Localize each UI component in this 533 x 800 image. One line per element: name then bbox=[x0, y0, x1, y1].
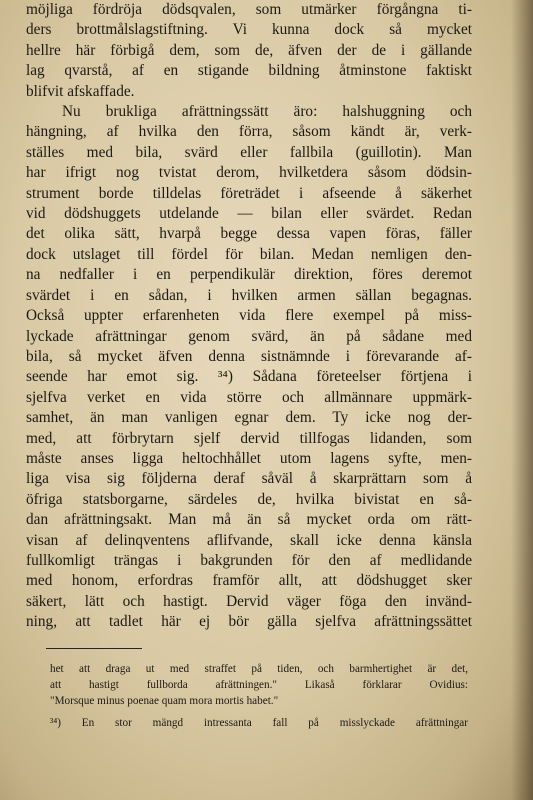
body-line: måste anses ligga heltochhållet utom lagens syfte, men- bbox=[26, 449, 472, 467]
footnote-34: ³⁴) En stor mängd intressanta fall på misslyckade afrättningar bbox=[50, 717, 468, 729]
body-line: dock utslaget till fördel för bilan. Medan nemligen den- bbox=[26, 245, 472, 263]
body-line: med, att förbrytarn sjelf dervid tillfogas lidanden, som bbox=[26, 429, 472, 447]
body-line: säkert, lätt och hastigt. Dervid väger föga den invänd- bbox=[26, 592, 472, 610]
body-line: svärdet i en sådan, i hvilken armen sällan begagnas. bbox=[26, 286, 472, 304]
body-line: ders brottmålslagstiftning. Vi kunna dock så mycket bbox=[26, 21, 472, 39]
body-text bbox=[26, 0, 472, 633]
body-line: ning, att tadlet här ej bör gälla sjelfva afrättningssättet bbox=[26, 613, 472, 631]
body-line: strument borde tilldelas företrädet i afseende å säkerhet bbox=[26, 184, 472, 202]
footnote-line: het att draga ut med straffet på tiden, och barmhertighet är det, bbox=[50, 663, 468, 675]
body-line: öfriga statsborgarne, särdeles de, hvilka bivistat en så- bbox=[26, 490, 472, 508]
body-line: sjelfva verket en vida större och allmännare uppmärk- bbox=[26, 388, 472, 406]
body-line: seende har emot sig. ³⁴) Sådana företeelser förtjena i bbox=[26, 368, 472, 386]
body-line: Nu brukliga afrättningssätt äro: halshuggning och bbox=[62, 103, 472, 121]
body-line: blifvit afskaffade. bbox=[26, 82, 135, 100]
body-line: Också uppter erfarenheten vida flere exempel på miss- bbox=[26, 307, 472, 325]
body-line: fullkomligt trängas i bakgrunden för den af medlidande bbox=[26, 551, 472, 569]
footnote-line: att hastigt fullborda afrättningen." Likaså förklarar Ovidius: bbox=[50, 679, 468, 691]
body-line: lyckade afrättningar genom svärd, än på sådane med bbox=[26, 327, 472, 345]
footnote-line: "Morsque minus poenae quam mora mortis habet." bbox=[50, 695, 279, 707]
body-line: lag qvarstå, af en stigande bildning åtminstone faktiskt bbox=[26, 62, 472, 80]
body-line: ställes med bila, svärd eller fallbila (guillotin). Man bbox=[26, 143, 472, 161]
footnote-separator bbox=[46, 648, 142, 649]
body-line: visan af delinqventens aflifvande, skall icke denna känsla bbox=[26, 531, 472, 549]
body-line: liga visa sig följderna deraf såväl å skarprättarn som å bbox=[26, 470, 472, 488]
body-line: möjliga fördröja dödsqvalen, som utmärker förgångna ti- bbox=[26, 1, 472, 18]
body-line: dan afrättningsakt. Man må än så mycket orda om rätt- bbox=[26, 511, 472, 529]
body-line: bila, så mycket äfven denna sistnämnde i förevarande af- bbox=[26, 347, 472, 365]
body-line: vid dödshuggets utdelande — bilan eller svärdet. Redan bbox=[26, 205, 472, 223]
body-line: hellre här förbigå dem, som de, äfven der de i gällande bbox=[26, 41, 472, 59]
body-line: hängning, af hvilka den förra, såsom kändt är, verk- bbox=[26, 123, 472, 141]
footnotes bbox=[50, 661, 468, 731]
body-line: har ifrigt nog tvistat derom, hvilketdera såsom dödsin- bbox=[26, 164, 472, 182]
body-line: samhet, än man vanligen egnar dem. Ty icke nog der- bbox=[26, 409, 472, 427]
body-line: na nedfaller i en perpendikulär direktion, föres deremot bbox=[26, 266, 472, 284]
body-line: med honom, erfordras framför allt, att dödshugget sker bbox=[26, 572, 472, 590]
body-line: det olika sätt, hvarpå begge dessa vapen föras, fäller bbox=[26, 225, 472, 243]
